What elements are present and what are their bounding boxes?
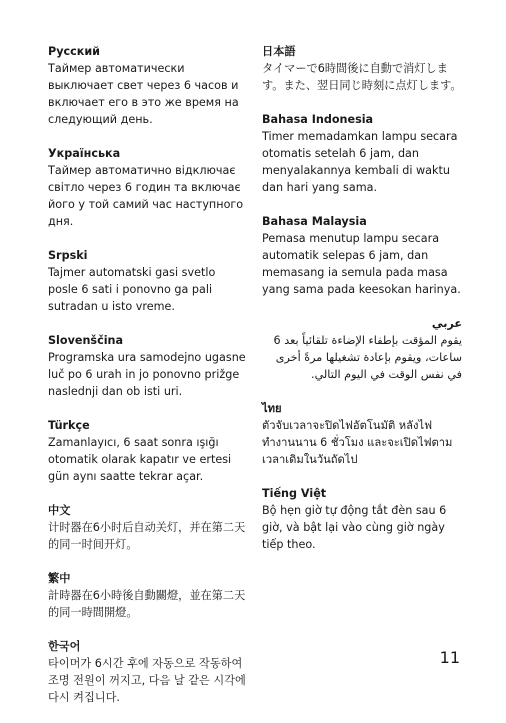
section-ukrainian — [48, 145, 248, 230]
section-chinese-simplified — [48, 502, 248, 553]
section-text: Pemasa menutup lampu secara automatik selepas 6 jam, dan memasang ia semula pada masa yang sama pada keesokan harinya. — [262, 232, 461, 296]
section-heading: Tiếng Việt — [262, 487, 327, 500]
section-heading: 中文 — [48, 504, 71, 517]
section-heading: Bahasa Malaysia — [262, 215, 367, 228]
section-text: Programska ura samodejno ugasne luč po 6 urah in jo ponovno prižge naslednji dan ob isti uri. — [48, 351, 246, 398]
page-number: 11 — [439, 648, 460, 667]
section-japanese — [262, 43, 462, 94]
section-serbian — [48, 247, 248, 315]
section-text: Timer memadamkan lampu secara otomatis setelah 6 jam, dan menyalakannya kembali di waktu dan hari yang sama. — [262, 130, 458, 194]
section-korean — [48, 638, 248, 706]
section-malaysian — [262, 213, 462, 298]
section-text: Bộ hẹn giờ tự động tắt đèn sau 6 giờ, và bật lại vào cùng giờ ngày tiếp theo. — [262, 504, 447, 551]
left-column — [48, 43, 248, 723]
section-heading: 繁中 — [48, 572, 71, 585]
section-chinese-traditional — [48, 570, 248, 621]
section-text: タイマーで6時間後に自動で消灯します。また、翌日同じ時刻に点灯します。 — [262, 62, 462, 92]
section-turkish — [48, 417, 248, 485]
section-heading: 日本語 — [262, 45, 296, 58]
section-heading: Українська — [48, 147, 121, 160]
section-heading: عربي — [431, 317, 462, 330]
section-heading: 한국어 — [48, 640, 81, 653]
right-column — [262, 43, 462, 570]
section-text: Таймер автоматически выключает свет через 6 часов и включает его в это же время на следующий день. — [48, 62, 239, 126]
section-heading: Srpski — [48, 249, 88, 262]
section-arabic — [262, 315, 462, 383]
section-text: Tajmer automatski gasi svetlo posle 6 sati i ponovno ga pali sutradan u isto vreme. — [48, 266, 216, 313]
section-text: 타이머가 6시간 후에 자동으로 작동하여 조명 전원이 꺼지고, 다음 날 같은 시각에 다시 켜집니다. — [48, 657, 246, 704]
section-heading: Bahasa Indonesia — [262, 113, 374, 126]
section-text: 计时器在6小时后自动关灯，并在第二天的同一时间开灯。 — [48, 521, 246, 551]
section-heading: Русский — [48, 45, 101, 58]
section-text: 計時器在6小時後自動關燈，並在第二天的同一時間開燈。 — [48, 589, 246, 619]
section-indonesian — [262, 111, 462, 196]
section-thai — [262, 400, 462, 468]
section-heading: Slovenščina — [48, 334, 124, 347]
section-text: Таймер автоматично відключає світло через 6 годин та включає його у той самий час наступного дня. — [48, 164, 244, 228]
section-text: يقوم المؤقت بإطفاء الإضاءة تلقائياً بعد 6 ساعات، ويقوم بإعادة تشغيلها مرةً أخرى في نفس الوقت في اليوم التالي. — [273, 334, 462, 381]
section-text: ตัวจับเวลาจะปิดไฟอัตโนมัติ หลังไฟทำงานนาน 6 ชั่วโมง และจะเปิดไฟตามเวลาเดิมในวันถัดไป — [262, 419, 453, 466]
section-vietnamese — [262, 485, 462, 553]
section-russian — [48, 43, 248, 128]
section-text: Zamanlayıcı, 6 saat sonra ışığı otomatik olarak kapatır ve ertesi gün aynı saatte tekrar açar. — [48, 436, 232, 483]
section-heading: Türkçe — [48, 419, 90, 432]
section-slovenian — [48, 332, 248, 400]
section-heading: ไทย — [262, 402, 282, 415]
